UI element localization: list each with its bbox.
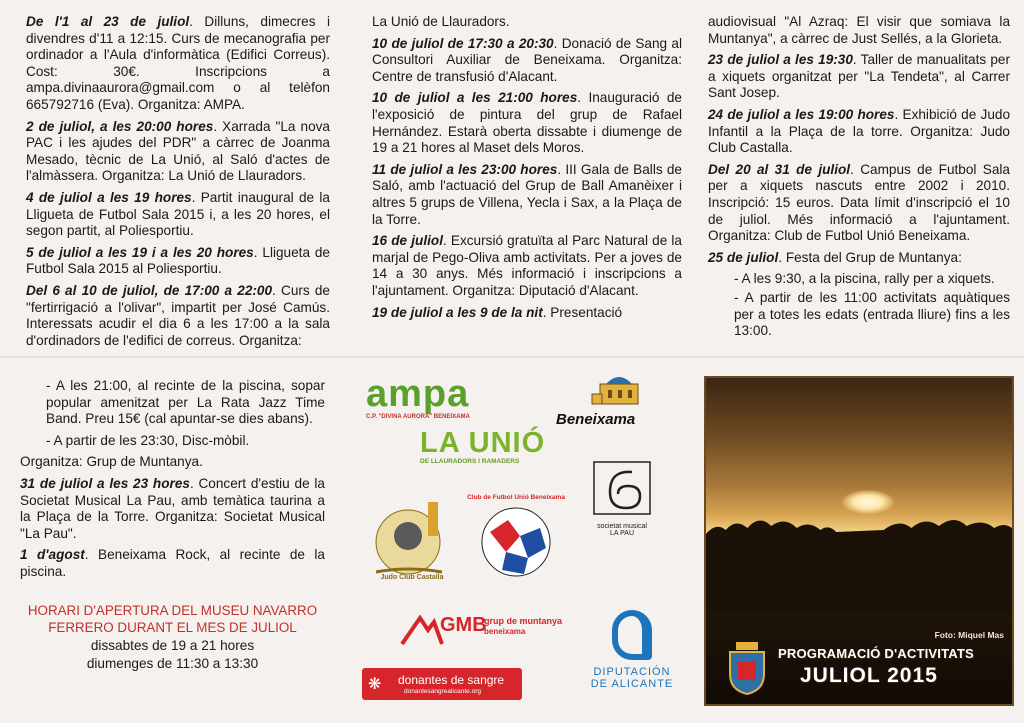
museum-saturday-hours: dissabtes de 19 a 21 hores	[90, 637, 255, 653]
judo-club-text: Judo Club Castalla	[380, 574, 444, 581]
event-14-item-4: - A partir de les 23:30, Disc-mòbil.	[46, 432, 250, 448]
event-14: 25 de juliol. Festa del Grup de Muntanya:	[708, 249, 962, 265]
diputacion-text-1: DIPUTACIÓN	[593, 666, 671, 678]
column-3	[708, 14, 1010, 345]
column-2	[372, 14, 682, 326]
event-5: Del 6 al 10 de juliol, de 17:00 a 22:00. Curs de "fertirrigació a l'olivar", impartit per José Camús. Interessats acudir el dia 6 a les 17:00 a la sala d'ordinadors de l'edifici de correus. Organitza:	[26, 282, 330, 348]
event-15: 31 de juliol a les 23 hores. Concert d'estiu de la Societat Musical La Pau, amb temàtica taurina a la Plaça de la Torre. Organitza: Societat Musical "La Pau".	[20, 475, 325, 541]
event-14-organizer: Organitza: Grup de Muntanya.	[20, 454, 203, 470]
football-icon	[466, 492, 566, 592]
photo-credit: Foto: Miquel Mas	[934, 630, 1004, 640]
event-10: 19 de juliol a les 9 de la nit. Presentació	[372, 304, 623, 320]
societat-musical-subtitle: LA PAU	[610, 530, 634, 537]
event-7: 10 de juliol a les 21:00 hores. Inauguració de l'exposició de pintura del grup de Rafael Hernández. Estarà oberta dissabte i diumenge de 19 a 21 hores al Maset dels Moros.	[372, 90, 682, 156]
mountain-icon	[400, 612, 444, 646]
ampa-logo-subtitle: C.P. "DIVINA AURORA" BENEIXAMA	[366, 414, 470, 420]
donantes-url: donantesangrealicante.org	[404, 688, 481, 695]
event-14-item-1: - A les 9:30, a la piscina, rally per a xiquets.	[734, 271, 995, 287]
futbol-club-text: Club de Futbol Unió Beneixama	[467, 494, 565, 501]
event-13: Del 20 al 31 de juliol. Campus de Futbol Sala per a xiquets nascuts entre 2002 i 2010. Inscripció: 15 euros. Data límit d'inscripció el 10 de juliol. Més informació a l'ajuntament. Organitza: Club de Futbol Unió Beneixama.	[708, 161, 1010, 244]
donantes-logo	[362, 668, 522, 700]
futbol-club-logo	[466, 492, 566, 592]
castle-icon	[556, 376, 666, 406]
event-8: 11 de juliol a les 23:00 hores. III Gala de Balls de Saló, amb l'actuació del Grup de Ball Amanèixer i altres 5 grups de Villena, Yecla i Sax, a la Plaça de la Torre.	[372, 161, 682, 227]
la-unio-logo-text: LA UNIÓ	[420, 427, 546, 459]
museum-heading-2: FERRERO DURANT EL MES DE JULIOL	[48, 619, 297, 635]
event-3: 4 de juliol a les 19 hores. Partit inaugural de la Lligueta de Futbol Sala 2015 i, a les 20 hores, el segon partit, al Poliesportiu.	[26, 189, 330, 239]
museum-sunday-hours: diumenges de 11:30 a 13:30	[86, 656, 259, 672]
gmb-logo-text: GMB	[440, 614, 487, 636]
event-9: 16 de juliol. Excursió gratuïta al Parc Natural de la marjal de Pego-Oliva amb activitats. Per a joves de 14 a 30 anys. Més informació i inscripcions a l'ajuntament. Organitza: Diputació d'Alacant.	[372, 233, 682, 298]
event-6: 10 de juliol de 17:30 a 20:30. Donació de Sang al Consultori Auxiliar de Beneixama. Organitza: Centre de transfusió d'Alacant.	[372, 35, 682, 84]
ampa-logo	[366, 373, 492, 422]
judo-icon	[372, 496, 452, 584]
event-continued: La Unió de Llauradors.	[372, 14, 510, 29]
cover-title-2: JULIOL 2015	[800, 664, 938, 687]
fold-line-horizontal	[0, 356, 1024, 358]
beneixama-logo-text: Beneixama	[556, 411, 636, 428]
event-continued-2: audiovisual "Al Azraq: El visir que somiava la Muntanya", a càrrec de Just Sellés, a la Glorieta.	[708, 14, 1010, 46]
event-14-item-3: - A les 21:00, al recinte de la piscina, sopar popular amenitzat per La Rata Jazz Time Band. Preu 15€ (cal apuntar-se dies abans).	[46, 378, 325, 427]
gmb-logo-subtitle-2: beneixama	[484, 627, 526, 636]
beneixama-logo	[556, 376, 666, 426]
ampa-logo-text: ampa	[366, 373, 470, 415]
cover-title-box	[714, 634, 1004, 698]
la-unio-logo	[420, 428, 550, 476]
societat-musical-logo	[592, 460, 662, 542]
event-1: De l'1 al 23 de juliol. Dilluns, dimecres i divendres d'11 a 12:15. Curs de mecanografia per ordinador a l'Aula d'informàtica (Edifici Correus). Cost: 30€. Inscripcions a ampa.divinaaurora@gmail.com o al telèfon 665792716 (Eva). Organitza: AMPA.	[26, 14, 330, 112]
gmb-logo	[400, 608, 570, 648]
la-unio-logo-subtitle: DE LLAURADORS I RAMADERS	[420, 458, 520, 465]
donantes-text: donantes de sangre	[398, 673, 505, 687]
tree-silhouette	[706, 504, 1012, 614]
column-1	[26, 14, 330, 354]
blood-drop-icon: ❋	[368, 676, 382, 693]
diputacion-text-2: DE ALICANTE	[590, 678, 674, 690]
gmb-logo-subtitle-1: grup de muntanya	[484, 616, 563, 626]
societat-musical-text: societat musical	[597, 523, 647, 530]
column-4	[20, 378, 325, 673]
event-2: 2 de juliol, a les 20:00 hores. Xarrada "La nova PAC i les ajudes del PDR" a càrrec de Joanma Mesado, tècnic de La Unió, al Saló d'actes de l'almàssera. Organitza: La Unió de Llauradors.	[26, 118, 330, 184]
diputacion-logo	[584, 610, 680, 694]
cover-title-1: PROGRAMACIÓ D'ACTIVITATS	[778, 646, 974, 661]
event-16: 1 d'agost. Beneixama Rock, al recinte de la piscina.	[20, 547, 325, 579]
museum-heading-1: HORARI D'APERTURA DEL MUSEU NAVARRO	[27, 602, 318, 618]
treble-clef-icon	[592, 460, 662, 518]
judo-club-logo	[372, 496, 452, 584]
event-11: 23 de juliol a les 19:30. Taller de manualitats per a xiquets organitzat per "La Tendeta", al Carrer Sant Josep.	[708, 52, 1011, 101]
diputacion-symbol-icon	[612, 610, 652, 660]
cover-photo	[704, 376, 1014, 706]
event-14-item-2: - A partir de les 11:00 activitats aquàtiques per a totes les edats (entrada lliure) fins a les 13:00.	[734, 289, 1010, 339]
coat-of-arms-icon	[724, 640, 770, 696]
event-12: 24 de juliol a les 19:00 hores. Exhibició de Judo Infantil a la Plaça de la torre. Organitza: Judo Club Castalla.	[708, 106, 1011, 156]
event-4: 5 de juliol a les 19 i a les 20 hores. Lligueta de Futbol Sala 2015 al Poliesportiu.	[26, 244, 330, 277]
